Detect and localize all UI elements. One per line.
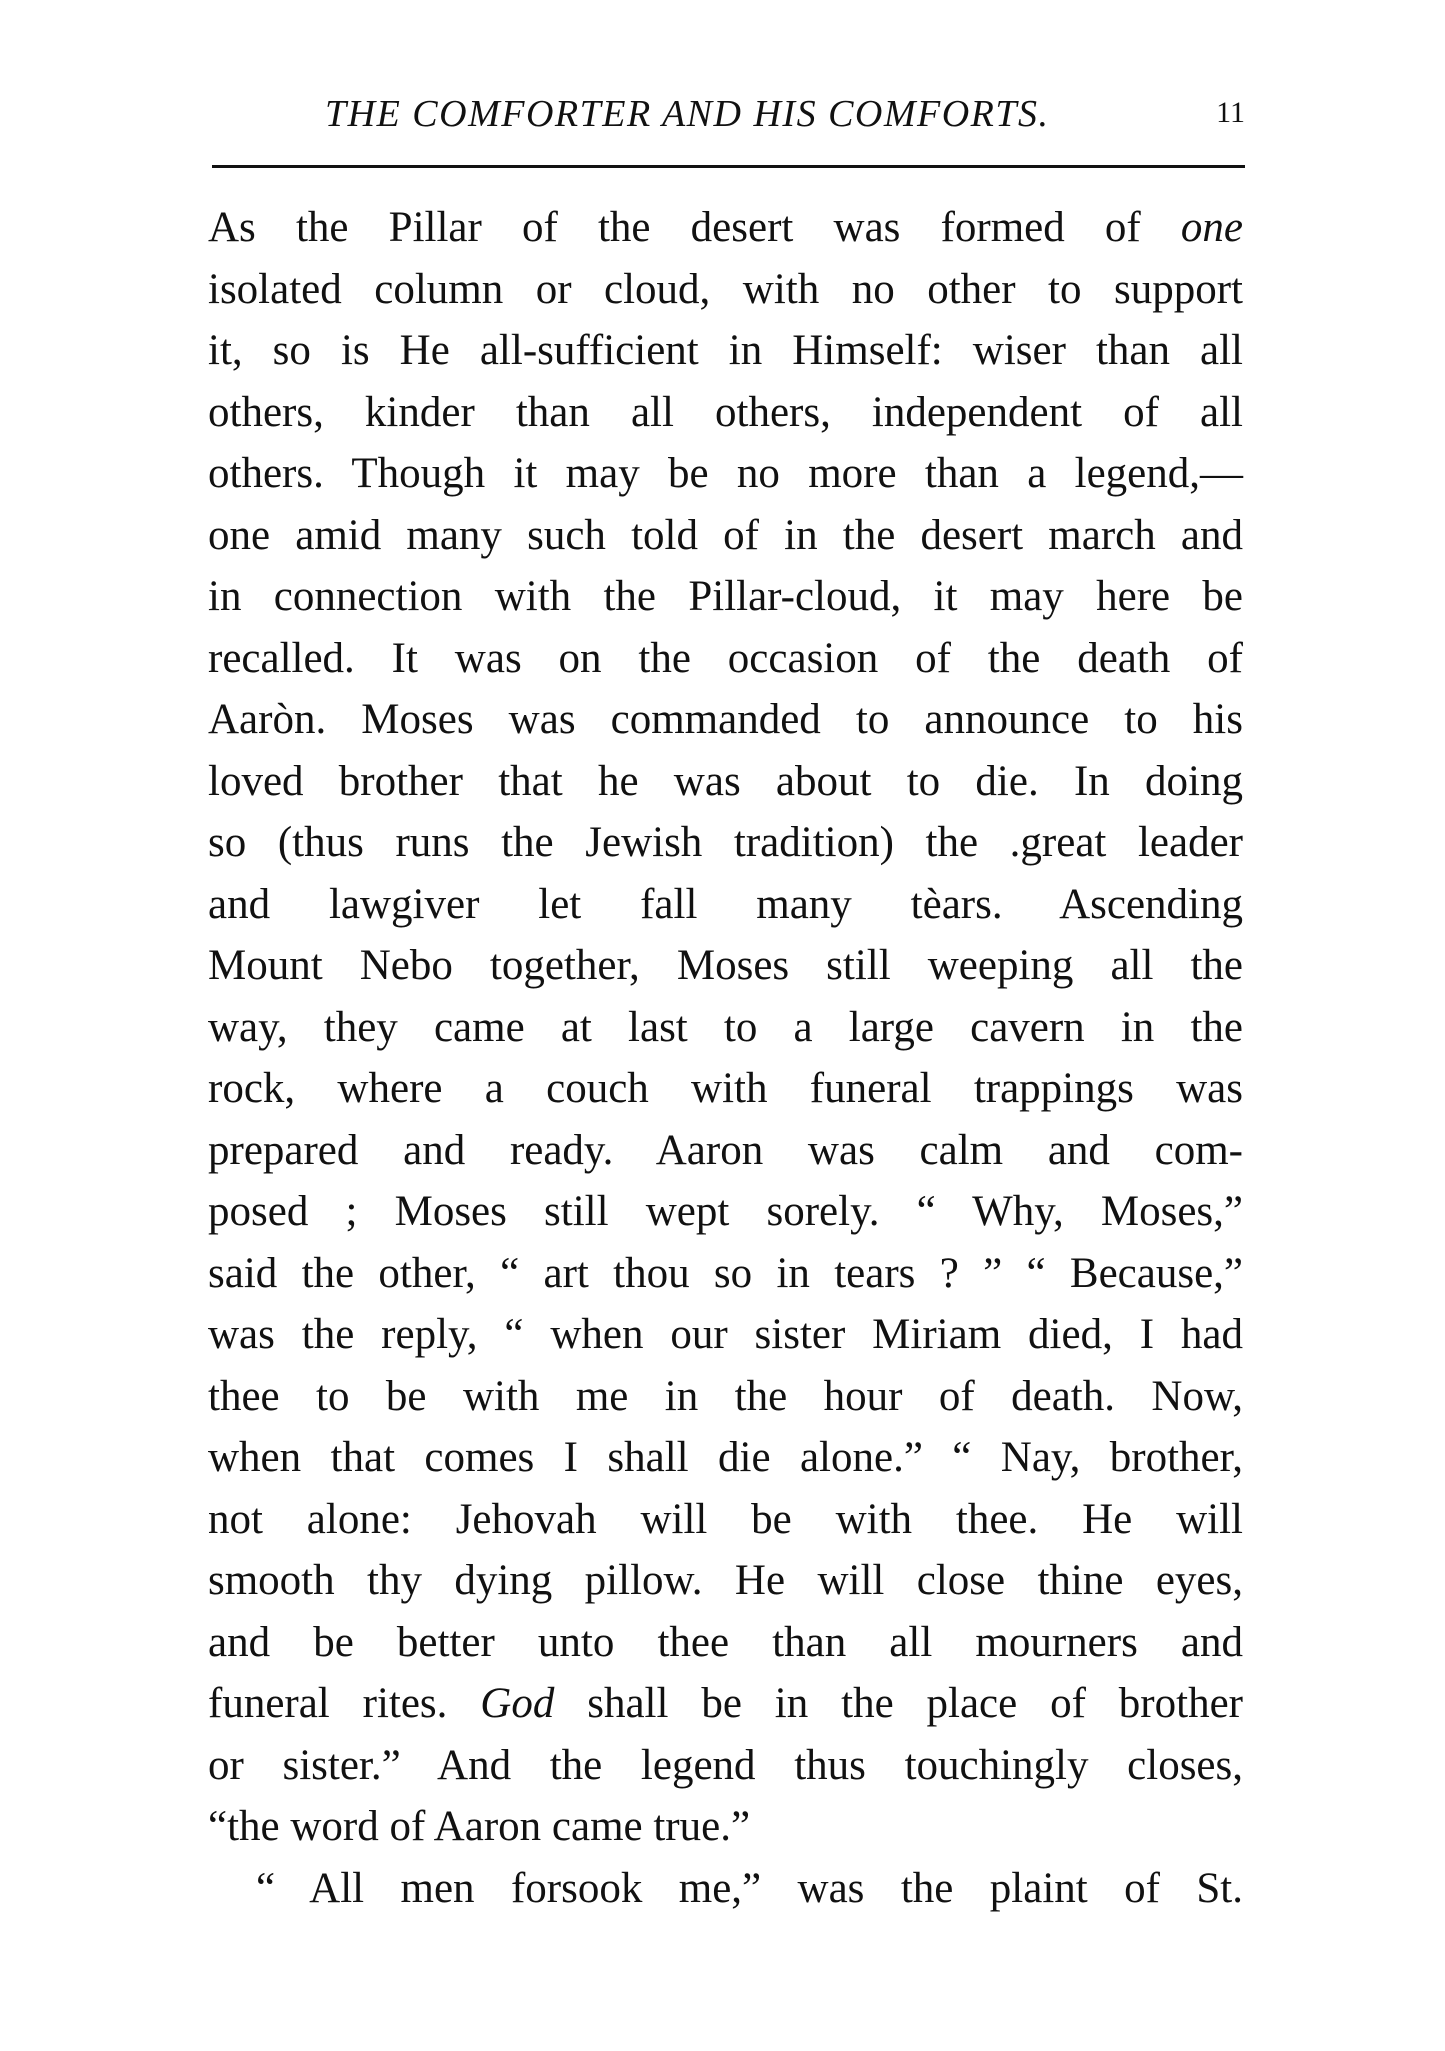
text-line: thee to be with me in the hour of death. Now, xyxy=(208,1372,1243,1420)
body-text xyxy=(208,197,1243,1919)
text-line: posed ; Moses still wept sorely. “ Why, Moses,” xyxy=(208,1188,1243,1235)
text-line: and be better unto thee than all mourners and xyxy=(208,1618,1243,1666)
text-line: prepared and ready. Aaron was calm and com- xyxy=(208,1126,1243,1174)
page-number: 11 xyxy=(1216,96,1245,129)
paragraph-end-line: “the word of Aaron came true.” xyxy=(208,1803,751,1850)
text-line: recalled. It was on the occasion of the death of xyxy=(208,634,1243,682)
emphasis-text: God xyxy=(480,1680,555,1727)
text-line: when that comes I shall die alone.” “ Nay, brother, xyxy=(208,1434,1243,1481)
text-line: so (thus runs the Jewish tradition) the .great leader xyxy=(208,819,1243,866)
running-head: THE COMFORTER AND HIS COMFORTS. xyxy=(325,93,1050,135)
text-line: way, they came at last to a large cavern in the xyxy=(208,1003,1243,1051)
text-line: funeral rites. God shall be in the place of brother xyxy=(208,1680,1243,1727)
emphasis-text: one xyxy=(1180,204,1243,251)
header-rule xyxy=(212,165,1245,168)
text-line: isolated column or cloud, with no other to support xyxy=(208,265,1243,313)
text-line: in connection with the Pillar-cloud, it may here be xyxy=(208,573,1243,620)
paragraph-start-line: “ All men forsook me,” was the plaint of St. xyxy=(256,1864,1243,1912)
text-line: it, so is He all-sufficient in Himself: wiser than all xyxy=(208,327,1243,374)
text-line: not alone: Jehovah will be with thee. He will xyxy=(208,1495,1243,1543)
text-line: was the reply, “ when our sister Miriam died, I had xyxy=(208,1311,1243,1358)
text-line: loved brother that he was about to die. In doing xyxy=(208,757,1243,805)
text-line: said the other, “ art thou so in tears ? ” “ Because,” xyxy=(208,1249,1243,1297)
text-line: others. Though it may be no more than a legend,— xyxy=(208,450,1243,497)
text-line: smooth thy dying pillow. He will close thine eyes, xyxy=(208,1557,1243,1604)
text-line: As the Pillar of the desert was formed of one xyxy=(208,204,1243,251)
text-line: and lawgiver let fall many tèars. Ascending xyxy=(208,880,1243,928)
text-line: rock, where a couch with funeral trappings was xyxy=(208,1065,1243,1112)
text-line: others, kinder than all others, independent of all xyxy=(208,388,1243,436)
text-line: one amid many such told of in the desert march and xyxy=(208,511,1243,559)
text-line: Mount Nebo together, Moses still weeping all the xyxy=(208,942,1243,989)
page-header xyxy=(205,92,1245,142)
text-line: Aaròn. Moses was commanded to announce to his xyxy=(208,696,1243,743)
text-line: or sister.” And the legend thus touchingly closes, xyxy=(208,1741,1243,1789)
